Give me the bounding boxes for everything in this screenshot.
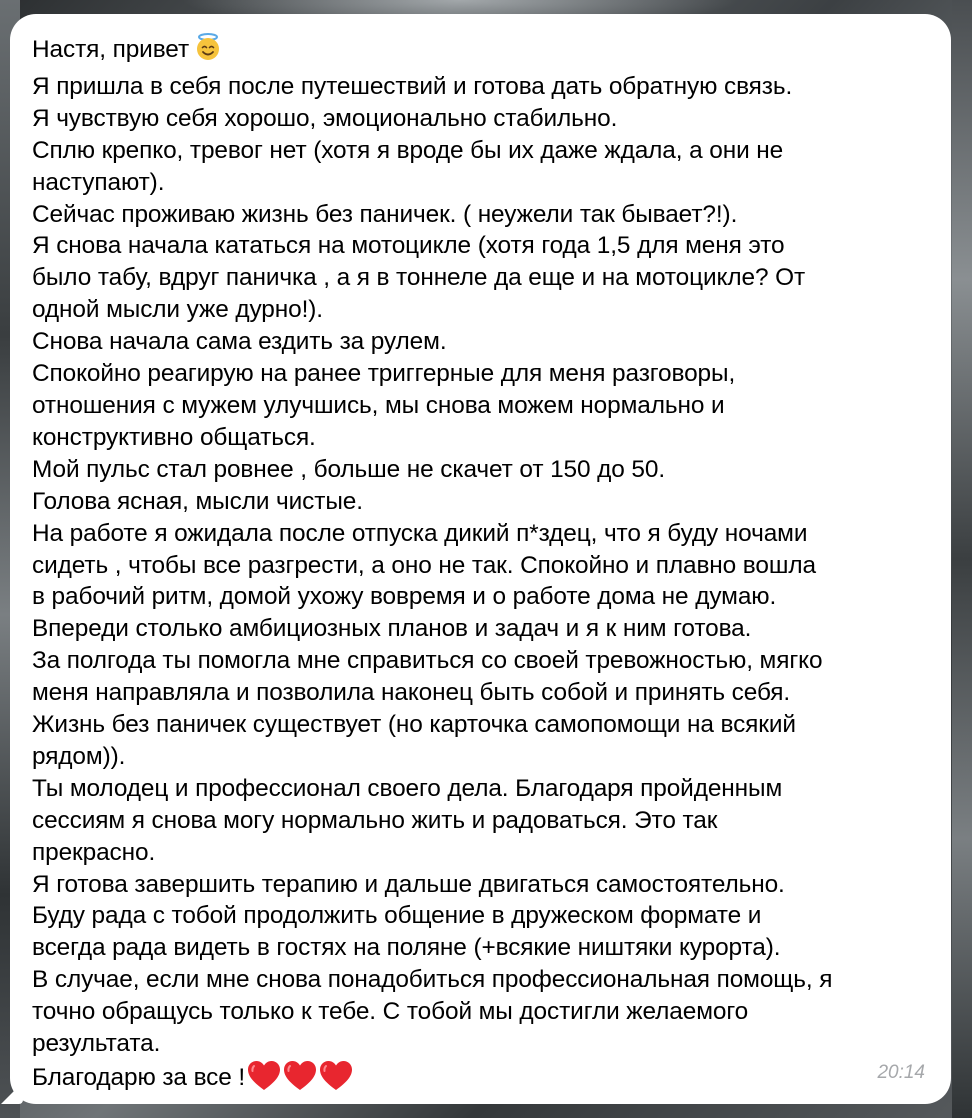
message-line: наступают). (32, 168, 165, 196)
message-timestamp: 20:14 (877, 1062, 925, 1083)
message-line: меня направляла и позволила наконец быть собой и принять себя. (32, 679, 791, 707)
message-line: В случае, если мне снова понадобиться профессиональная помощь, я (32, 966, 833, 994)
message-line: сессиям я снова могу нормально жить и радоваться. Это так (32, 806, 718, 834)
message-line: Впереди столько амбициозных планов и задач и я к ним готова. (32, 615, 752, 643)
message-line: Ты молодец и профессионал своего дела. Благодаря пройденным (32, 774, 783, 802)
message-line: результата. (32, 1030, 161, 1058)
message-bubble[interactable] (10, 14, 951, 1104)
background-mountain-right (952, 0, 972, 1118)
message-text (32, 32, 929, 1101)
message-line: Голова ясная, мысли чистые. (32, 487, 363, 515)
message-line: За полгода ты помогла мне справиться со своей тревожностью, мягко (32, 647, 823, 675)
message-line: Настя, привет (32, 32, 929, 71)
message-line: Я готова завершить терапию и дальше двигаться самостоятельно. (32, 870, 785, 898)
message-line: было табу, вдруг паничка , а я в тоннеле да еще и на мотоцикле? От (32, 264, 806, 292)
message-line: рядом)). (32, 742, 126, 770)
message-line: всегда рада видеть в гостях на поляне (+всякие ништяки курорта). (32, 934, 781, 962)
message-line: отношения с мужем улучшись, мы снова можем нормально и (32, 391, 725, 419)
message-line: Сплю крепко, тревог нет (хотя я вроде бы их даже ждала, а они не (32, 136, 784, 164)
message-line: Я пришла в себя после путешествий и готова дать обратную связь. (32, 72, 793, 100)
message-line: прекрасно. (32, 838, 156, 866)
message-line: Буду рада с тобой продолжить общение в дружеском формате и (32, 902, 762, 930)
message-line: Жизнь без паничек существует (но карточка самопомощи на всякий (32, 711, 796, 739)
message-line: точно обращусь только к тебе. С тобой мы достигли желаемого (32, 998, 749, 1026)
message-line: Я чувствую себя хорошо, эмоционально стабильно. (32, 104, 618, 132)
red-heart-icon (283, 1060, 317, 1101)
message-line: Спокойно реагирую на ранее триггерные для меня разговоры, (32, 360, 736, 388)
red-heart-icon (247, 1060, 281, 1101)
message-line: в рабочий ритм, домой ухожу вовремя и о работе дома не думаю. (32, 583, 777, 611)
message-line: Сейчас проживаю жизнь без паничек. ( неужели так бывает?!). (32, 200, 738, 228)
red-heart-icon (319, 1060, 353, 1101)
message-line: сидеть , чтобы все разгрести, а оно не так. Спокойно и плавно вошла (32, 551, 816, 579)
message-line: Благодарю за все ! (32, 1060, 929, 1101)
message-line: Мой пульс стал ровнее , больше не скачет от 150 до 50. (32, 455, 666, 483)
message-line: На работе я ожидала после отпуска дикий п*здец, что я буду ночами (32, 519, 808, 547)
message-line: Снова начала сама ездить за рулем. (32, 328, 447, 356)
message-line: конструктивно общаться. (32, 423, 316, 451)
message-line: Я снова начала кататься на мотоцикле (хотя года 1,5 для меня это (32, 232, 785, 260)
smiling-face-with-halo-icon (193, 32, 223, 71)
message-line: одной мысли уже дурно!). (32, 296, 323, 324)
